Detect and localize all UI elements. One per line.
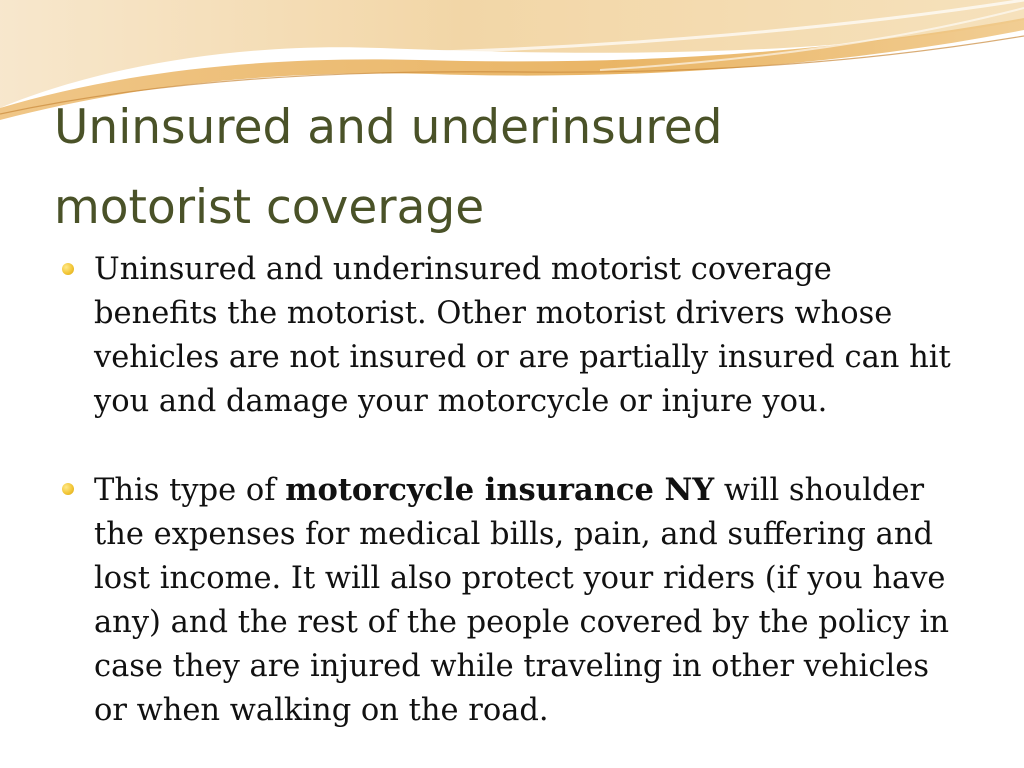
bullet-dot-icon — [62, 263, 74, 275]
bullet-list — [62, 248, 962, 733]
bullet-item-1 — [62, 248, 962, 424]
title-line-1: Uninsured and underinsured — [54, 100, 723, 155]
bullet-text: Uninsured and underinsured motorist coverage benefits the motorist. Other motorist drivers whose vehicles are not insured or are partially insured can hit you and damage your motorcycle or injure you. — [94, 252, 951, 419]
slide-title — [54, 88, 954, 248]
bullet-bold-keyword: motorcycle insurance NY — [285, 472, 715, 508]
bullet-text-before: This type of — [94, 473, 286, 508]
bullet-text-after: will shoulder the expenses for medical bills, pain, and suffering and lost income. It will also protect your riders (if you have any) and the rest of the people covered by the policy in case they are injured while traveling in other vehicles or when walking on the road. — [94, 473, 949, 728]
bullet-dot-icon — [62, 483, 74, 495]
title-line-2: motorist coverage — [54, 180, 485, 235]
bullet-item-2 — [62, 468, 962, 733]
